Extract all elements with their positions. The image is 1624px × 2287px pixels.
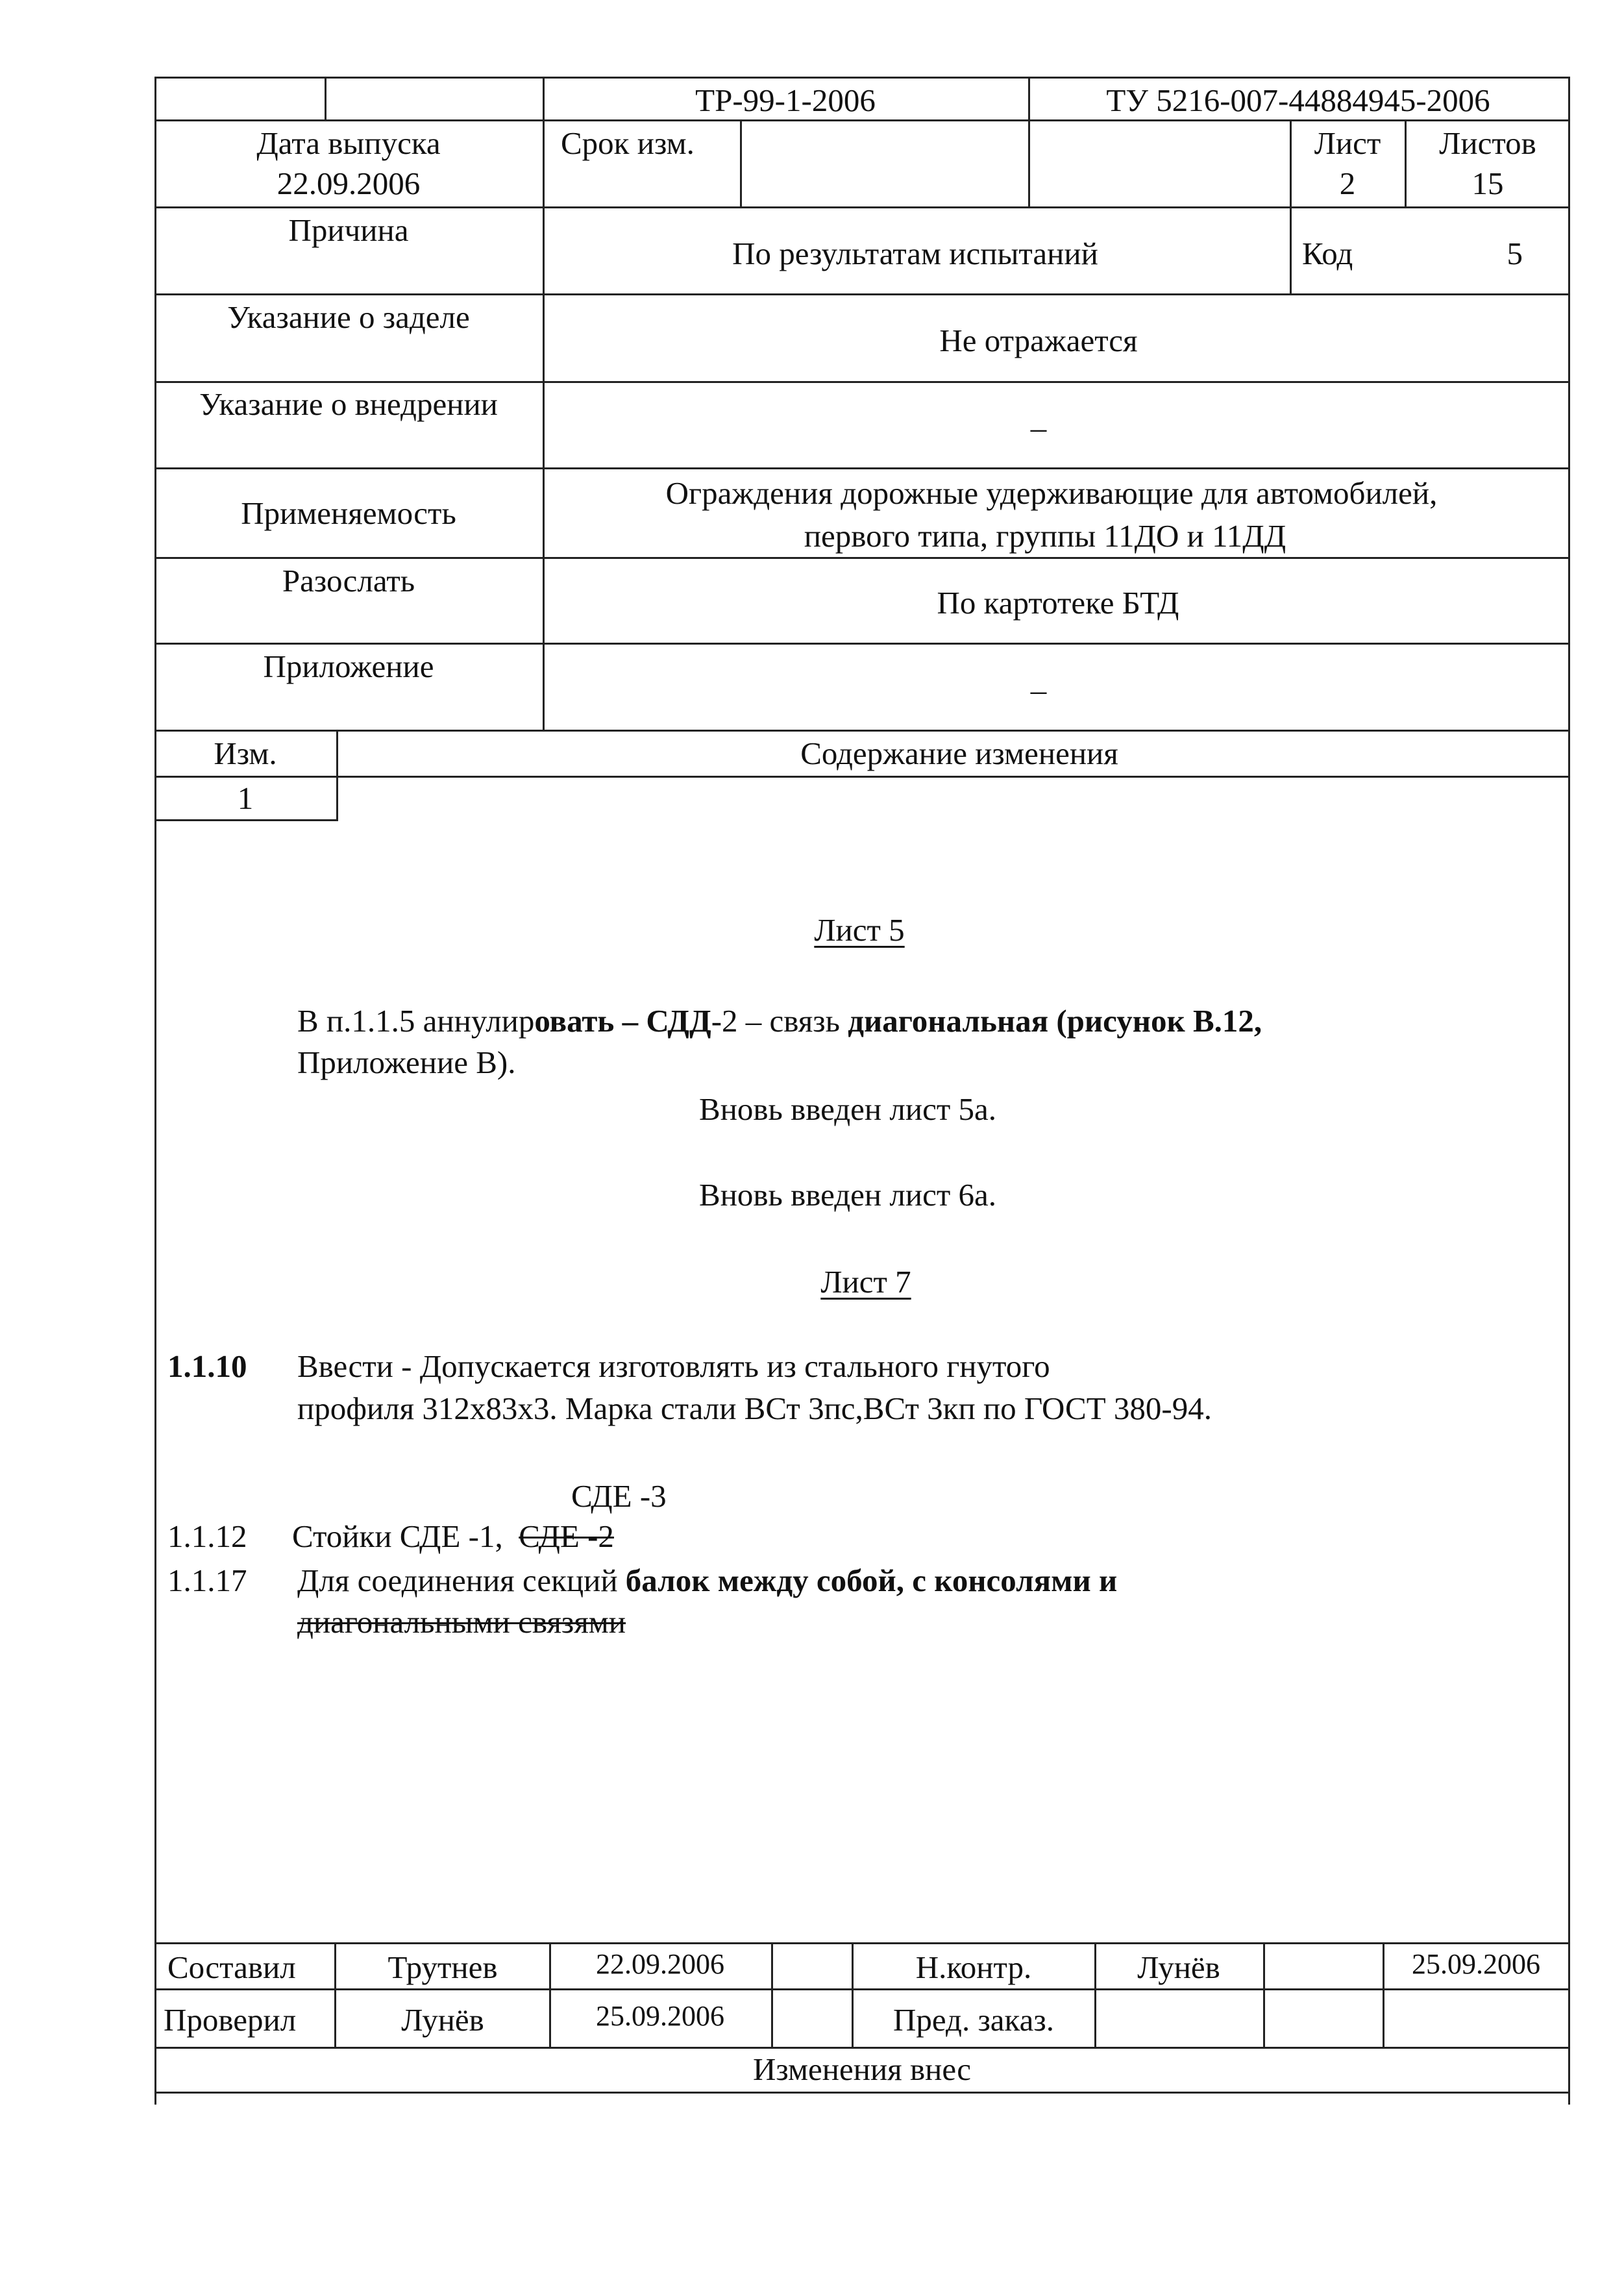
- implementation-label: Указание о внедрении: [199, 386, 498, 422]
- sheets-value: 15: [1471, 166, 1504, 201]
- item-1112-struck: СДЕ -2: [519, 1518, 614, 1554]
- vline: [852, 1942, 854, 2048]
- vline: [334, 1942, 336, 2048]
- vline: [1028, 77, 1030, 208]
- vline: [771, 1942, 773, 2048]
- distribute-value: По картотеке БТД: [937, 585, 1179, 621]
- code-label: Код: [1302, 236, 1353, 271]
- vline: [549, 1942, 551, 2048]
- sheet5-paragraph-line2: Приложение В).: [297, 1045, 516, 1080]
- changes-made-label: Изменения внес: [752, 2051, 972, 2087]
- item-1112-line: [292, 1520, 614, 1552]
- hline: [154, 2047, 1570, 2049]
- appendix-value: –: [1030, 672, 1047, 708]
- hline: [154, 2092, 1570, 2094]
- hline: [154, 557, 1570, 559]
- hline: [154, 643, 1570, 645]
- hline: [154, 1942, 1570, 1944]
- p1-bold: овать – СДД: [534, 1003, 711, 1039]
- appendix-label: Приложение: [263, 649, 434, 684]
- norm-control-name: Лунёв: [1137, 1949, 1220, 1985]
- doc-number: ТР-99-1-2006: [695, 82, 876, 118]
- tu-number: ТУ 5216-007-44884945-2006: [1106, 82, 1490, 118]
- new-sheet-6a: Вновь введен лист 6а.: [699, 1177, 996, 1213]
- issue-date-label: Дата выпуска: [256, 125, 441, 161]
- vline: [543, 77, 545, 731]
- checked-date: 25.09.2006: [596, 2000, 724, 2032]
- item-1110-line2: профиля 312х83х3. Марка стали ВСт 3пс,ВСт 3кп по ГОСТ 380-94.: [297, 1391, 1212, 1426]
- item-1117-struck: диагональными связями: [297, 1604, 626, 1640]
- vline: [740, 119, 742, 208]
- hline: [154, 467, 1570, 469]
- vline: [1383, 1942, 1384, 2048]
- compiled-date: 22.09.2006: [596, 1948, 724, 1980]
- change-content-label: Содержание изменения: [800, 736, 1118, 771]
- item-1117-bold: балок между собой, с консолями и: [625, 1563, 1118, 1598]
- vline: [336, 730, 338, 821]
- item-1117-number: 1.1.17: [167, 1563, 247, 1598]
- hline: [154, 730, 1570, 732]
- new-sheet-5a: Вновь введен лист 5а.: [699, 1091, 996, 1127]
- vline: [1405, 119, 1407, 208]
- p1-normal2: -2 – связь: [711, 1003, 848, 1039]
- backlog-label: Указание о заделе: [227, 299, 470, 335]
- item-1110-number: 1.1.10: [167, 1348, 247, 1384]
- norm-control-date: 25.09.2006: [1412, 1948, 1540, 1980]
- checked-name: Лунёв: [401, 2002, 484, 2038]
- applicability-line1: Ограждения дорожные удерживающие для автомобилей,: [665, 475, 1438, 511]
- checked-label: Проверил: [164, 2002, 297, 2038]
- vline: [325, 77, 326, 121]
- sheets-label: Листов: [1439, 125, 1536, 161]
- reason-label: Причина: [288, 212, 409, 248]
- applicability-label: Применяемость: [241, 495, 456, 531]
- change-number-value: 1: [237, 780, 254, 816]
- hline: [154, 819, 337, 821]
- hline: [154, 1988, 1570, 1990]
- hline: [154, 77, 1570, 79]
- vline: [1094, 1942, 1096, 2048]
- item-1110-line1: Ввести - Допускается изготовлять из стального гнутого: [297, 1348, 1050, 1384]
- item-1117-line1: [297, 1564, 1117, 1596]
- applicability-line2: первого типа, группы 11ДО и 11ДД: [804, 518, 1286, 554]
- term-label: Срок изм.: [561, 125, 695, 161]
- code-value: 5: [1507, 236, 1523, 271]
- change-number-label: Изм.: [214, 736, 277, 771]
- norm-control-label: Н.контр.: [915, 1949, 1032, 1985]
- item-1112-number: 1.1.12: [167, 1518, 247, 1554]
- sheet7-heading: Лист 7: [820, 1264, 911, 1300]
- p1-normal: В п.1.1.5 аннулир: [297, 1003, 535, 1039]
- hline: [154, 206, 1570, 208]
- compiled-label: Составил: [167, 1949, 296, 1985]
- issue-date: 22.09.2006: [277, 166, 421, 201]
- item-1117-normal: Для соединения секций: [297, 1563, 626, 1598]
- implementation-value: –: [1030, 410, 1047, 445]
- sheet5-heading: Лист 5: [814, 912, 905, 948]
- backlog-value: Не отражается: [939, 323, 1138, 358]
- hline: [154, 293, 1570, 295]
- compiled-name: Трутнев: [388, 1949, 498, 1985]
- vline: [1290, 119, 1292, 295]
- vline: [1263, 1942, 1265, 2048]
- hline: [154, 119, 1570, 121]
- p1-bold2: диагональная (рисунок В.12,: [848, 1003, 1262, 1039]
- distribute-label: Разослать: [282, 563, 415, 599]
- sheet5-paragraph-line1: [297, 1005, 1262, 1037]
- hline: [154, 776, 1570, 778]
- item-1112-text: Стойки СДЕ -1,: [292, 1518, 503, 1554]
- sheet-label: Лист: [1314, 125, 1381, 161]
- hline: [154, 381, 1570, 383]
- item-1112-insert: СДЕ -3: [571, 1478, 667, 1514]
- customer-rep-label: Пред. заказ.: [893, 2002, 1054, 2038]
- sheet-value: 2: [1339, 166, 1356, 201]
- reason-value: По результатам испытаний: [732, 236, 1098, 271]
